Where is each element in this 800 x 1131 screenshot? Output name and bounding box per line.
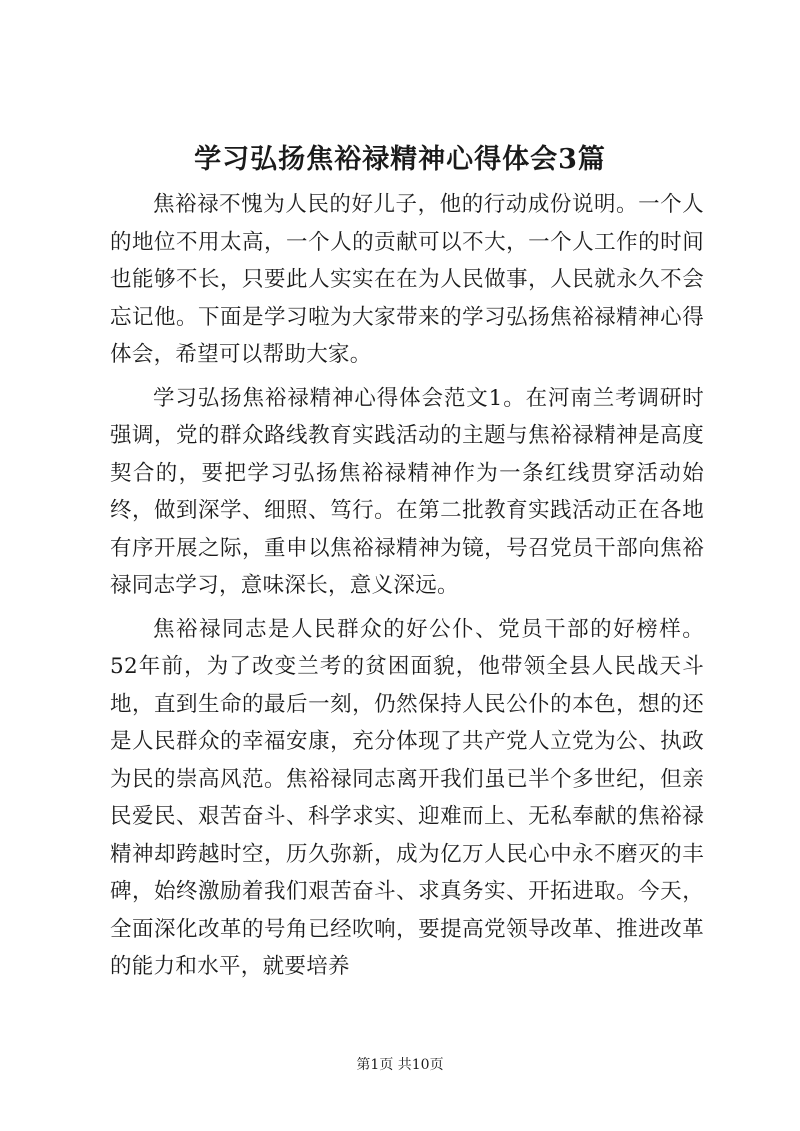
paragraph-essay-1: 学习弘扬焦裕禄精神心得体会范文1。在河南兰考调研时强调，党的群众路线教育实践活动的主题与焦裕禄精神是高度契合的，要把学习弘扬焦裕禄精神作为一条红线贯穿活动始终，做到深学、细照、笃行。在第二批教育实践活动正在各地有序开展之际，重申以焦裕禄精神为镜，号召党员干部向焦裕禄同志学习，意味深长，意义深远。	[110, 385, 704, 598]
paragraph-jiao-yulu: 焦裕禄同志是人民群众的好公仆、党员干部的好榜样。52年前，为了改变兰考的贫困面貌，他带领全县人民战天斗地，直到生命的最后一刻，仍然保持人民公仆的本色，想的还是人民群众的幸福安康，充分体现了共产党人立党为公、执政为民的崇高风范。焦裕禄同志离开我们虽已半个多世纪，但亲民爱民、艰苦奋斗、科学求实、迎难而上、无私奉献的焦裕禄精神却跨越时空，历久弥新，成为亿万人民心中永不磨灭的丰碑，始终激励着我们艰苦奋斗、求真务实、开拓进取。今天，全面深化改革的号角已经吹响，要提高党领导改革、推进改革的能力和水平，就要培养	[110, 616, 704, 979]
page-footer: 第1页 共10页	[356, 1057, 444, 1073]
paragraph-intro: 焦裕禄不愧为人民的好儿子，他的行动成份说明。一个人的地位不用太高，一个人的贡献可以不大，一个人工作的时间也能够不长，只要此人实实在在为人民做事，人民就永久不会忘记他。下面是学习啦为大家带来的学习弘扬焦裕禄精神心得体会，希望可以帮助大家。	[110, 192, 704, 367]
document-body	[110, 186, 704, 992]
document-title: 学习弘扬焦裕禄精神心得体会3篇	[194, 144, 606, 175]
